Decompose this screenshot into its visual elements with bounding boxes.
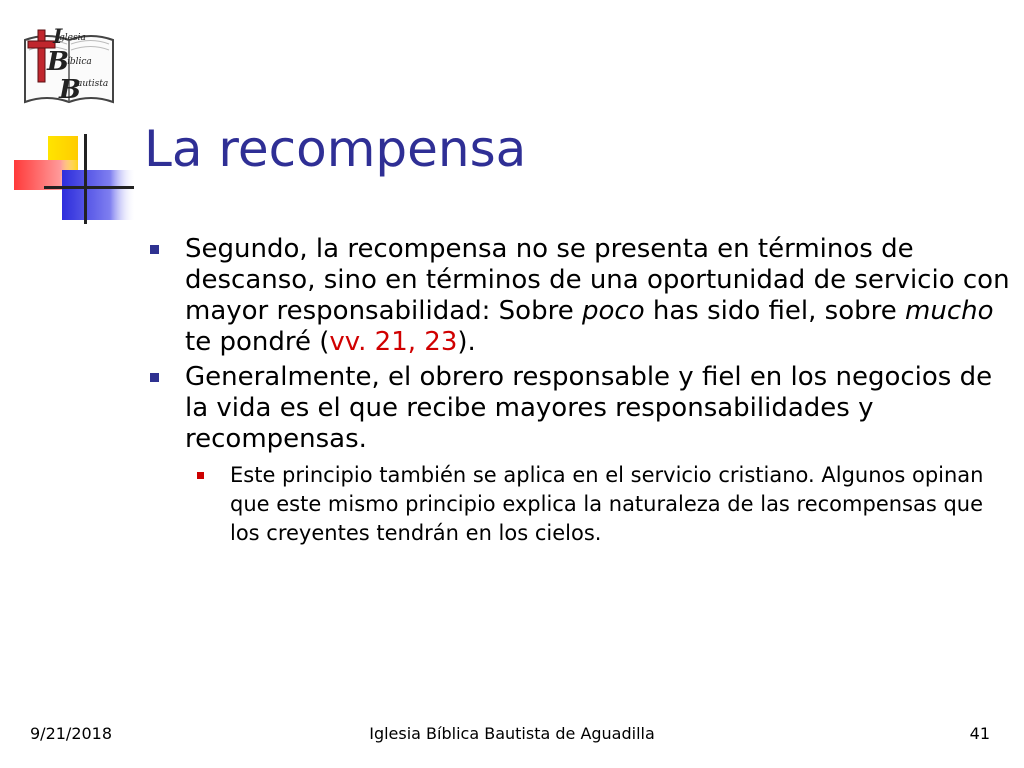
square-bullet-icon [150, 373, 159, 382]
square-bullet-icon [150, 245, 159, 254]
square-sub-bullet-icon [197, 472, 204, 479]
svg-text:B: B [59, 75, 81, 105]
verse-reference: vv. 21, 23 [329, 327, 458, 357]
svg-text:íblica: íblica [67, 57, 92, 67]
sub-bullet-item [195, 461, 1010, 548]
svg-text:I: I [53, 26, 63, 48]
bullet-text-segment: has sido fiel, sobre [644, 296, 906, 326]
bullet-text-segment: Segundo, la recompensa no se presenta en términos de descanso, sino en términos de una oportunidad de servicio con mayor responsabilidad: Sobre [185, 234, 1010, 326]
bullet-text-segment: te pondré ( [185, 327, 330, 357]
svg-text:B: B [47, 47, 69, 77]
bullet-text [185, 234, 1010, 358]
bullet-text [185, 362, 1010, 455]
footer-organization: Iglesia Bíblica Bautista de Aguadilla [369, 724, 655, 743]
slide-number: 41 [969, 724, 990, 743]
bullet-text-emphasis: mucho [905, 296, 994, 326]
bullet-text-segment: Generalmente, el obrero responsable y fiel en los negocios de la vida es el que recibe mayores responsabilidades y recompensas. [185, 362, 993, 454]
bullet-item [150, 362, 1010, 455]
slide-title: La recompensa [144, 120, 527, 178]
decorative-squares [0, 128, 140, 228]
bullet-text-emphasis: poco [581, 296, 645, 326]
slide-content [150, 234, 1010, 548]
footer-date: 9/21/2018 [30, 724, 113, 743]
svg-text:glesia: glesia [59, 33, 86, 43]
bullet-item [150, 234, 1010, 358]
bullet-text-segment: ). [457, 327, 476, 357]
church-logo [21, 26, 117, 108]
svg-text:autista: autista [77, 79, 109, 89]
sub-bullet-text: Este principio también se aplica en el servicio cristiano. Algunos opinan que este mismo principio explica la naturaleza de las recompensas que los creyentes tendrán en los cielos. [230, 463, 984, 545]
